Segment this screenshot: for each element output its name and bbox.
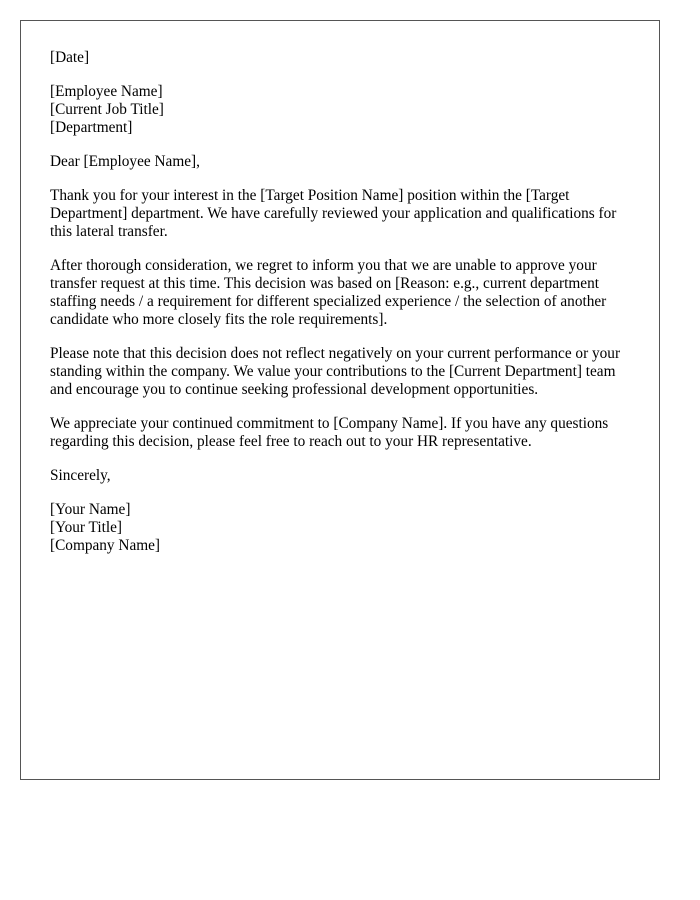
paragraph-decision: After thorough consideration, we regret to inform you that we are unable to approve your transfer request at this time. This decision was based on [Reason: e.g., current department staffing needs / a requirement for different specialized experience / the selection of another candidate who more closely fits the role requirements]. bbox=[50, 257, 607, 328]
salutation: Dear [Employee Name], bbox=[50, 153, 200, 170]
paragraph-reassurance: Please note that this decision does not reflect negatively on your current performance or your standing within the company. We value your contributions to the [Current Department] team and encourage you to continue seeking professional development opportunities. bbox=[50, 345, 621, 398]
signature-name: [Your Name] bbox=[50, 501, 131, 518]
signature-company: [Company Name] bbox=[50, 537, 161, 554]
closing: Sincerely, bbox=[50, 467, 111, 484]
recipient-name: [Employee Name] bbox=[50, 83, 163, 100]
signature-title: [Your Title] bbox=[50, 519, 122, 536]
signature-block bbox=[50, 501, 640, 555]
salutation-block bbox=[50, 153, 640, 171]
recipient-block bbox=[50, 83, 640, 137]
paragraph-interest: Thank you for your interest in the [Target Position Name] position within the [Target Department] department. We have carefully reviewed your application and qualifications for this lateral transfer. bbox=[50, 187, 617, 240]
letter-frame bbox=[20, 20, 660, 780]
date-block bbox=[50, 49, 640, 67]
recipient-title: [Current Job Title] bbox=[50, 101, 164, 118]
recipient-department: [Department] bbox=[50, 119, 133, 136]
paragraph-appreciation: We appreciate your continued commitment to [Company Name]. If you have any questions regarding this decision, please feel free to reach out to your HR representative. bbox=[50, 415, 609, 450]
closing-block bbox=[50, 467, 640, 485]
letter-date: [Date] bbox=[50, 49, 90, 66]
letter-body bbox=[50, 49, 640, 571]
